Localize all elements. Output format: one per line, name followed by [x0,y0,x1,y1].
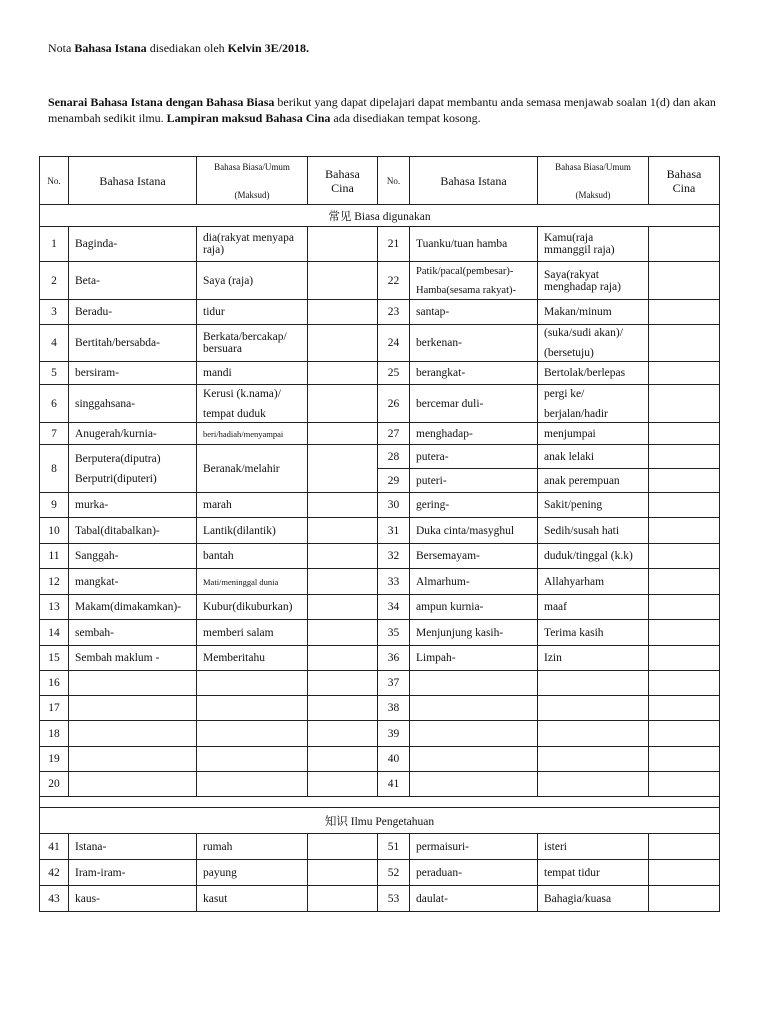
istana-word: Duka cinta/masyghul [410,518,538,544]
intro-paragraph [48,94,728,126]
table-row [40,300,720,325]
cina-blank-cell[interactable] [649,671,720,696]
biasa-meaning [538,772,649,797]
table-row [40,325,720,362]
cina-blank-cell[interactable] [649,469,720,493]
col-no-left: No. [40,157,69,205]
biasa-meaning: marah [197,493,308,518]
biasa-meaning: Bahagia/kuasa [538,886,649,912]
cina-blank-cell[interactable] [308,671,378,696]
vocab-table [39,156,720,912]
cina-blank-cell[interactable] [308,569,378,595]
istana-word: puteri- [410,469,538,493]
row-number: 10 [40,518,69,544]
biasa-meaning: Bertolak/berlepas [538,362,649,385]
biasa-meaning [538,696,649,721]
cina-blank-cell[interactable] [308,834,378,860]
row-number: 9 [40,493,69,518]
table-row [40,747,720,772]
istana-word: Sembah maklum - [69,646,197,671]
row-number: 18 [40,721,69,747]
cina-blank-cell[interactable] [308,385,378,423]
istana-word [69,445,197,493]
biasa-meaning [538,721,649,747]
istana-word [410,696,538,721]
row-number: 36 [378,646,410,671]
istana-word: sembah- [69,620,197,646]
biasa-meaning [538,747,649,772]
biasa-meaning: memberi salam [197,620,308,646]
table-row [40,620,720,646]
row-number: 22 [378,262,410,300]
biasa-meaning: Mati/meninggal dunia [197,569,308,595]
istana-word: menghadap- [410,423,538,445]
cell-line-1: (suka/sudi akan)/ [544,327,623,339]
biasa-meaning [197,696,308,721]
col-istana-right: Bahasa Istana [410,157,538,205]
cina-blank-cell[interactable] [649,445,720,469]
biasa-meaning: Berkata/bercakap/ bersuara [197,325,308,362]
row-number: 42 [40,860,69,886]
row-number: 39 [378,721,410,747]
istana-word: gering- [410,493,538,518]
cina-blank-cell[interactable] [649,747,720,772]
cell-line-2: tempat duduk [203,407,266,420]
cina-blank-cell[interactable] [308,300,378,325]
istana-word: kaus- [69,886,197,912]
row-number: 6 [40,385,69,423]
section-spacer [40,797,720,808]
row-number: 21 [378,227,410,262]
cina-blank-cell[interactable] [308,493,378,518]
row-number: 40 [378,747,410,772]
row-number: 20 [40,772,69,797]
istana-word [410,262,538,300]
istana-word [69,721,197,747]
table-row [40,423,720,445]
row-number: 25 [378,362,410,385]
cina-blank-cell[interactable] [649,362,720,385]
biasa-meaning [197,671,308,696]
istana-word [69,696,197,721]
istana-word: Tuanku/tuan hamba [410,227,538,262]
cell-line-2: (bersetuju) [544,347,594,359]
istana-word: bercemar duli- [410,385,538,423]
cina-blank-cell[interactable] [649,595,720,620]
cina-blank-cell[interactable] [649,544,720,569]
istana-word: Beta- [69,262,197,300]
row-number: 24 [378,325,410,362]
cina-blank-cell[interactable] [649,518,720,544]
cina-blank-cell[interactable] [308,518,378,544]
intro-text-1: berikut yang dapat dipelajari dapat membantu anda semasa menjawab soalan 1(d) dan akan menambah sedikit ilmu. [48,95,716,125]
biasa-meaning: Memberitahu [197,646,308,671]
table-row [40,646,720,671]
table-row [40,569,720,595]
istana-word: Anugerah/kurnia- [69,423,197,445]
cell-line-2: Hamba(sesama rakyat)- [416,284,516,296]
row-number: 31 [378,518,410,544]
biasa-meaning: Saya (raja) [197,262,308,300]
istana-word: daulat- [410,886,538,912]
intro-bold-1: Senarai Bahasa Istana dengan Bahasa Biasa [48,95,275,109]
cina-blank-cell[interactable] [649,300,720,325]
cina-blank-cell[interactable] [308,696,378,721]
table-row [40,544,720,569]
istana-word: Almarhum- [410,569,538,595]
cina-blank-cell[interactable] [649,721,720,747]
section-title-knowledge: 知识 Ilmu Pengetahuan [40,808,720,834]
row-number: 2 [40,262,69,300]
cina-blank-cell[interactable] [308,886,378,912]
biasa-meaning: tempat tidur [538,860,649,886]
biasa-meaning [197,385,308,423]
cina-blank-cell[interactable] [308,747,378,772]
table-row [40,227,720,262]
table-row [40,595,720,620]
biasa-meaning [538,671,649,696]
istana-word: mangkat- [69,569,197,595]
row-number: 19 [40,747,69,772]
biasa-meaning [538,325,649,362]
istana-word [410,671,538,696]
row-number: 52 [378,860,410,886]
row-number: 1 [40,227,69,262]
cina-blank-cell[interactable] [308,595,378,620]
row-number: 15 [40,646,69,671]
biasa-meaning: beri/hadiah/menyampai [197,423,308,445]
cina-blank-cell[interactable] [649,646,720,671]
table-row [40,696,720,721]
istana-word: Sanggah- [69,544,197,569]
istana-word: permaisuri- [410,834,538,860]
col-biasa-left: Bahasa Biasa/Umum (Maksud) [197,157,308,205]
intro-text-2: ada disediakan tempat kosong. [330,111,481,125]
row-number: 13 [40,595,69,620]
biasa-meaning: Kubur(dikuburkan) [197,595,308,620]
istana-word: ampun kurnia- [410,595,538,620]
istana-word: Bertitah/bersabda- [69,325,197,362]
biasa-meaning: Beranak/melahir [197,445,308,493]
table-row [40,886,720,912]
col-cina-left: Bahasa Cina [308,157,378,205]
cina-blank-cell[interactable] [308,262,378,300]
row-number: 28 [378,445,410,469]
cina-blank-cell[interactable] [308,227,378,262]
biasa-meaning: anak lelaki [538,445,649,469]
row-number: 12 [40,569,69,595]
intro-bold-2: Lampiran maksud Bahasa Cina [166,111,331,125]
row-number: 3 [40,300,69,325]
note-subject: Bahasa Istana [74,41,147,55]
istana-word: Menjunjung kasih- [410,620,538,646]
biasa-meaning: rumah [197,834,308,860]
cina-blank-cell[interactable] [649,423,720,445]
cell-line-1: pergi ke/ [544,387,585,400]
istana-word [410,772,538,797]
col-no-right: No. [378,157,410,205]
biasa-meaning: kasut [197,886,308,912]
istana-word: singgahsana- [69,385,197,423]
row-number: 27 [378,423,410,445]
table-row [40,445,720,469]
biasa-meaning: Saya(rakyat menghadap raja) [538,262,649,300]
row-number: 51 [378,834,410,860]
istana-word [410,747,538,772]
cell-line-1: Kerusi (k.nama)/ [203,387,281,400]
istana-word: peraduan- [410,860,538,886]
cina-blank-cell[interactable] [308,423,378,445]
cell-line-2: Berputri(diputeri) [75,472,157,485]
row-number: 33 [378,569,410,595]
cell-line-1: Berputera(diputra) [75,452,161,465]
table-row [40,262,720,300]
row-number: 38 [378,696,410,721]
col-biasa-right: Bahasa Biasa/Umum (Maksud) [538,157,649,205]
cina-blank-cell[interactable] [308,721,378,747]
table-row [40,493,720,518]
cina-blank-cell[interactable] [649,772,720,797]
istana-word [69,671,197,696]
istana-word: Beradu- [69,300,197,325]
biasa-meaning: bantah [197,544,308,569]
table-row [40,671,720,696]
row-number: 23 [378,300,410,325]
row-number: 7 [40,423,69,445]
biasa-meaning: mandi [197,362,308,385]
row-number: 37 [378,671,410,696]
row-number: 29 [378,469,410,493]
cina-blank-cell[interactable] [308,362,378,385]
section-title-common: 常见 Biasa digunakan [40,205,720,227]
row-number: 43 [40,886,69,912]
biasa-meaning: Izin [538,646,649,671]
row-number: 8 [40,445,69,493]
biasa-meaning: menjumpai [538,423,649,445]
istana-word: Bersemayam- [410,544,538,569]
biasa-meaning: dia(rakyat menyapa raja) [197,227,308,262]
istana-word [410,721,538,747]
cina-blank-cell[interactable] [649,886,720,912]
cina-blank-cell[interactable] [308,544,378,569]
biasa-meaning: Sakit/pening [538,493,649,518]
cina-blank-cell[interactable] [649,834,720,860]
col-cina-right: Bahasa Cina [649,157,720,205]
row-number: 30 [378,493,410,518]
biasa-meaning [197,772,308,797]
biasa-meaning: Terima kasih [538,620,649,646]
cina-blank-cell[interactable] [649,325,720,362]
table-row [40,772,720,797]
row-number: 35 [378,620,410,646]
cell-line-2: berjalan/hadir [544,407,608,420]
row-number: 16 [40,671,69,696]
biasa-meaning: Makan/minum [538,300,649,325]
cell-line-1: Patik/pacal(pembesar)- [416,265,514,277]
row-number: 17 [40,696,69,721]
istana-word: Iram-iram- [69,860,197,886]
col-istana-left: Bahasa Istana [69,157,197,205]
istana-word: Limpah- [410,646,538,671]
row-number: 26 [378,385,410,423]
table-row [40,518,720,544]
row-number: 4 [40,325,69,362]
istana-word [69,772,197,797]
note-prefix: Nota [48,41,75,55]
istana-word: bersiram- [69,362,197,385]
istana-word: berkenan- [410,325,538,362]
cina-blank-cell[interactable] [649,227,720,262]
note-author: Kelvin 3E/2018. [227,41,310,55]
biasa-meaning: Allahyarham [538,569,649,595]
table-row [40,721,720,747]
row-number: 11 [40,544,69,569]
row-number: 41 [40,834,69,860]
biasa-meaning: Kamu(raja mmanggil raja) [538,227,649,262]
istana-word: murka- [69,493,197,518]
biasa-meaning [197,747,308,772]
table-row [40,834,720,860]
istana-word: Tabal(ditabalkan)- [69,518,197,544]
istana-word: Makam(dimakamkan)- [69,595,197,620]
note-middle: disediakan oleh [146,41,228,55]
row-number: 34 [378,595,410,620]
cina-blank-cell[interactable] [649,696,720,721]
istana-word: Baginda- [69,227,197,262]
table-row [40,860,720,886]
cina-blank-cell[interactable] [649,860,720,886]
row-number: 53 [378,886,410,912]
cina-blank-cell[interactable] [649,620,720,646]
istana-word: putera- [410,445,538,469]
biasa-meaning: isteri [538,834,649,860]
cina-blank-cell[interactable] [308,646,378,671]
istana-word [69,747,197,772]
cina-blank-cell[interactable] [308,772,378,797]
istana-word: Istana- [69,834,197,860]
note-line [48,41,309,56]
cina-blank-cell[interactable] [308,860,378,886]
biasa-meaning: payung [197,860,308,886]
row-number: 5 [40,362,69,385]
row-number: 14 [40,620,69,646]
biasa-meaning: tidur [197,300,308,325]
istana-word: santap- [410,300,538,325]
biasa-meaning [538,385,649,423]
biasa-meaning: maaf [538,595,649,620]
table-row [40,385,720,423]
cina-blank-cell[interactable] [649,385,720,423]
row-number: 41 [378,772,410,797]
cina-blank-cell[interactable] [308,620,378,646]
biasa-meaning: anak perempuan [538,469,649,493]
biasa-meaning: duduk/tinggal (k.k) [538,544,649,569]
cina-blank-cell[interactable] [308,445,378,493]
biasa-meaning: Lantik(dilantik) [197,518,308,544]
row-number: 32 [378,544,410,569]
biasa-meaning: Sedih/susah hati [538,518,649,544]
cina-blank-cell[interactable] [649,493,720,518]
cina-blank-cell[interactable] [308,325,378,362]
table-row [40,362,720,385]
cina-blank-cell[interactable] [649,262,720,300]
cina-blank-cell[interactable] [649,569,720,595]
biasa-meaning [197,721,308,747]
header-row [40,157,720,205]
istana-word: berangkat- [410,362,538,385]
